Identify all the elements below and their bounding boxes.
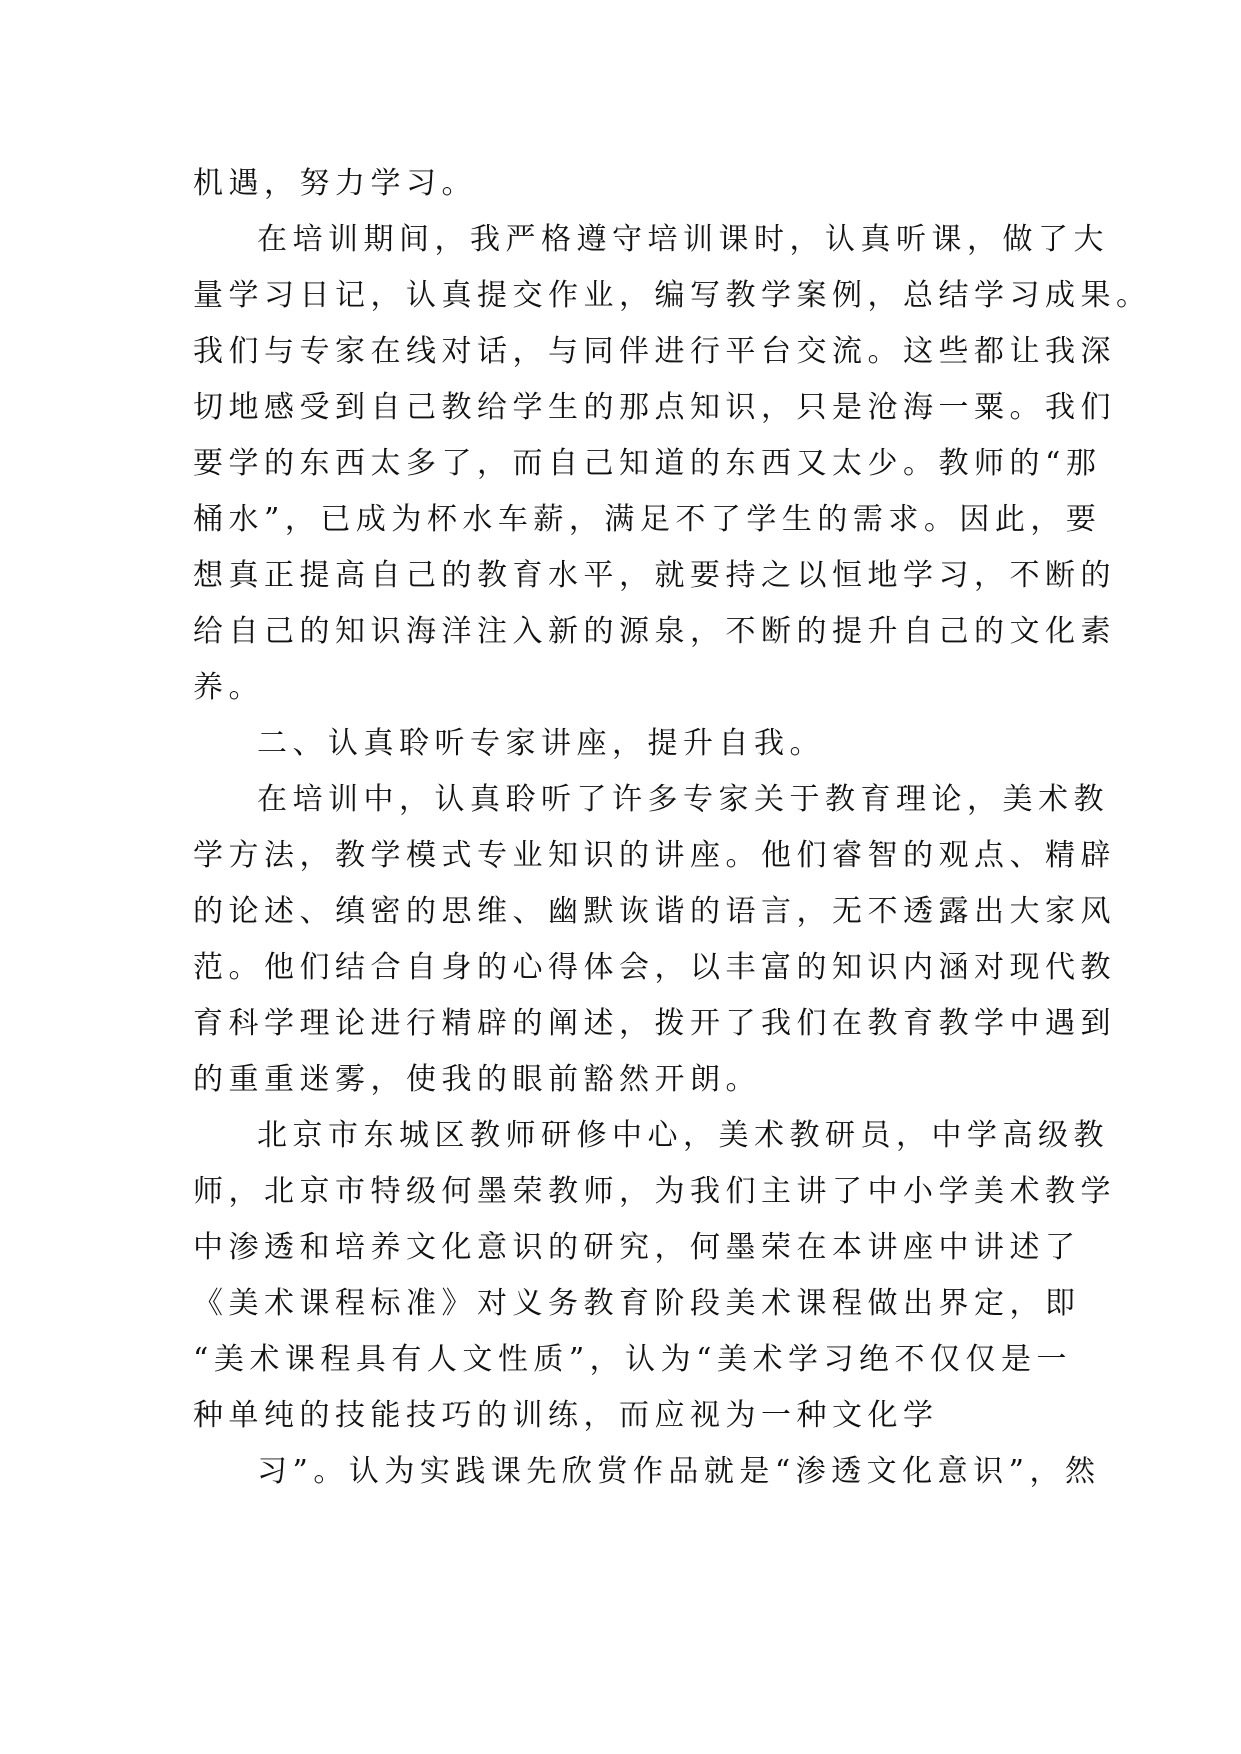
text-line: 要学的东西太多了，而自己知道的东西又太少。教师的“那 — [193, 446, 1102, 481]
paragraph-start-line: 在培训中，认真聆听了许多专家关于教育理论，美术教 — [257, 782, 1109, 817]
paragraph-start-line: 在培训期间，我严格遵守培训课时，认真听课，做了大 — [257, 222, 1109, 257]
text-line: 量学习日记，认真提交作业，编写教学案例，总结学习成果。 — [193, 278, 1152, 313]
paragraph-start-line: 北京市东城区教师研修中心，美术教研员，中学高级教 — [257, 1118, 1109, 1153]
text-line: 给自己的知识海洋注入新的源泉，不断的提升自己的文化素 — [193, 614, 1116, 649]
text-line: 范。他们结合自身的心得体会，以丰富的知识内涵对现代教 — [193, 950, 1116, 985]
text-line: 的论述、缜密的思维、幽默诙谐的语言，无不透露出大家风 — [193, 894, 1116, 929]
text-line: 想真正提高自己的教育水平，就要持之以恒地学习，不断的 — [193, 558, 1116, 593]
text-line: 《美术课程标准》对义务教育阶段美术课程做出界定，即 — [193, 1286, 1081, 1321]
text-line: 机遇，努力学习。 — [193, 166, 477, 201]
text-line: 习”。认为实践课先欣赏作品就是“渗透文化意识”，然 — [257, 1454, 1101, 1489]
text-line: 育科学理论进行精辟的阐述，拨开了我们在教育教学中遇到 — [193, 1006, 1116, 1041]
text-line: 养。 — [193, 670, 264, 705]
text-line: 切地感受到自己教给学生的那点知识，只是沧海一粟。我们 — [193, 390, 1116, 425]
section-heading: 二、认真聆听专家讲座，提升自我。 — [257, 726, 825, 761]
document-page — [193, 156, 1152, 1500]
text-line: 我们与专家在线对话，与同伴进行平台交流。这些都让我深 — [193, 334, 1116, 369]
text-line: 师，北京市特级何墨荣教师，为我们主讲了中小学美术教学 — [193, 1174, 1116, 1209]
text-line: 的重重迷雾，使我的眼前豁然开朗。 — [193, 1062, 761, 1097]
text-line: “美术课程具有人文性质”，认为“美术学习绝不仅仅是一 — [193, 1342, 1073, 1377]
text-line: 桶水”，已成为杯水车薪，满足不了学生的需求。因此，要 — [193, 502, 1102, 537]
text-line: 中渗透和培养文化意识的研究，何墨荣在本讲座中讲述了 — [193, 1230, 1081, 1265]
text-line: 种单纯的技能技巧的训练，而应视为一种文化学 — [193, 1398, 939, 1433]
text-line: 学方法，教学模式专业知识的讲座。他们睿智的观点、精辟 — [193, 838, 1116, 873]
